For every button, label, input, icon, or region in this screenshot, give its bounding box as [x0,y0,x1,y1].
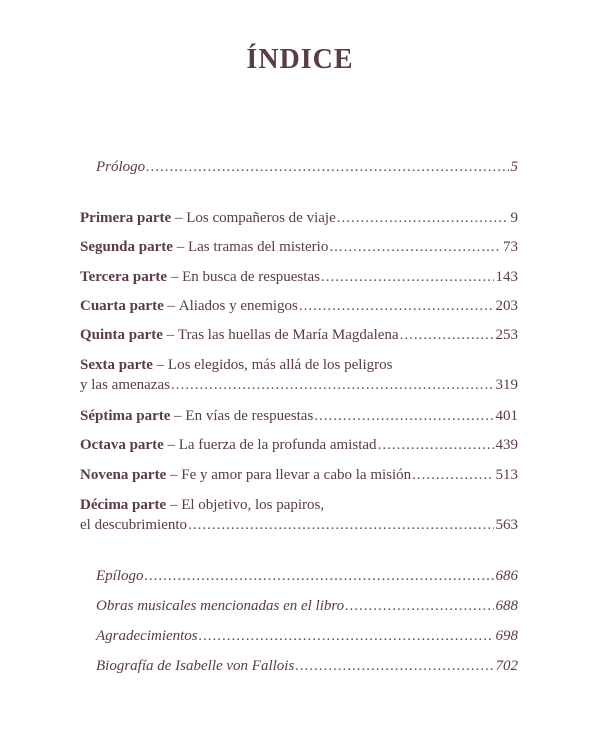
part-label: Tercera parte [80,269,168,285]
entry-title: Agradecimientos [96,628,198,644]
dot-leader [345,596,493,616]
dot-leader [314,406,493,426]
page-number: 319 [495,377,518,393]
part-separator: – [163,437,179,453]
page-number: 563 [495,517,518,533]
part-separator: – [162,327,178,343]
dot-leader [199,626,494,646]
page-number: 253 [495,327,518,343]
toc-entry-part-7[interactable] [80,406,518,426]
dot-leader [412,465,493,485]
entry-title: Biografía de Isabelle von Fallois [96,658,295,674]
part-title: Tras las huellas de María Magdalena [177,327,399,343]
toc-entry-part-8[interactable] [80,435,518,455]
dot-leader [188,515,493,535]
page-number: 9 [510,210,518,226]
part-separator: – [166,497,182,513]
part-label: Séptima parte [80,408,171,424]
dot-leader [378,435,494,455]
part-separator: – [170,408,186,424]
part-label: Quinta parte [80,327,163,343]
part-label: Cuarta parte [80,298,164,314]
part-label: Primera parte [80,210,172,226]
toc-entry-acknowledgements[interactable] [96,626,518,646]
entry-title: Prólogo [96,159,146,175]
toc-entry-epilogue[interactable] [96,566,518,586]
page-number: 688 [495,598,518,614]
dot-leader [299,296,494,316]
toc-entry-part-6[interactable] [80,355,518,395]
toc-entry-part-3[interactable] [80,267,518,287]
page-number: 73 [503,239,518,255]
part-separator: – [171,210,187,226]
part-label: Décima parte [80,497,167,513]
part-title: En busca de respuestas [182,269,320,285]
dot-leader [400,325,494,345]
part-title: Fe y amor para llevar a cabo la misión [181,467,412,483]
toc-entry-part-5[interactable] [80,325,518,345]
page-number: 702 [495,658,518,674]
entry-first-line [80,495,518,515]
dot-leader [321,267,494,287]
entry-title: Epílogo [96,568,144,584]
part-title: Los elegidos, más allá de los peligros [167,357,393,373]
page-number: 513 [495,467,518,483]
part-title: Los compañeros de viaje [186,210,336,226]
toc-entry-part-10[interactable] [80,495,518,535]
page-number: 401 [495,408,518,424]
part-title-continued: el descubrimiento [80,517,188,533]
page-number: 439 [495,437,518,453]
dot-leader [146,157,508,177]
dot-leader [295,656,493,676]
dot-leader [171,375,494,395]
part-label: Octava parte [80,437,164,453]
toc-entry-part-1[interactable] [80,208,518,228]
dot-leader [329,237,501,257]
part-separator: – [163,298,179,314]
part-separator: – [172,239,188,255]
part-title: La fuerza de la profunda amistad [178,437,377,453]
page-number: 203 [495,298,518,314]
part-separator: – [152,357,168,373]
page-number: 686 [495,568,518,584]
part-label: Novena parte [80,467,167,483]
toc-entry-prologue[interactable] [96,157,518,177]
part-title: El objetivo, los papiros, [181,497,325,513]
part-label: Segunda parte [80,239,173,255]
dot-leader [337,208,509,228]
toc-entry-part-9[interactable] [80,465,518,485]
part-label: Sexta parte [80,357,153,373]
entry-first-line [80,355,518,375]
toc-entry-musical-works[interactable] [96,596,518,616]
entry-title: Obras musicales mencionadas en el libro [96,598,345,614]
page-number: 698 [495,628,518,644]
page-number: 143 [495,269,518,285]
dot-leader [145,566,494,586]
part-separator: – [167,269,183,285]
part-separator: – [166,467,182,483]
part-title: Las tramas del misterio [187,239,329,255]
part-title-continued: y las amenazas [80,377,170,393]
part-title: Aliados y enemigos [178,298,298,314]
toc-entry-part-2[interactable] [80,237,518,257]
toc-entry-part-4[interactable] [80,296,518,316]
part-title: En vías de respuestas [185,408,314,424]
toc-entry-biography[interactable] [96,656,518,676]
page-title: ÍNDICE [246,44,354,75]
page-number: 5 [510,159,518,175]
